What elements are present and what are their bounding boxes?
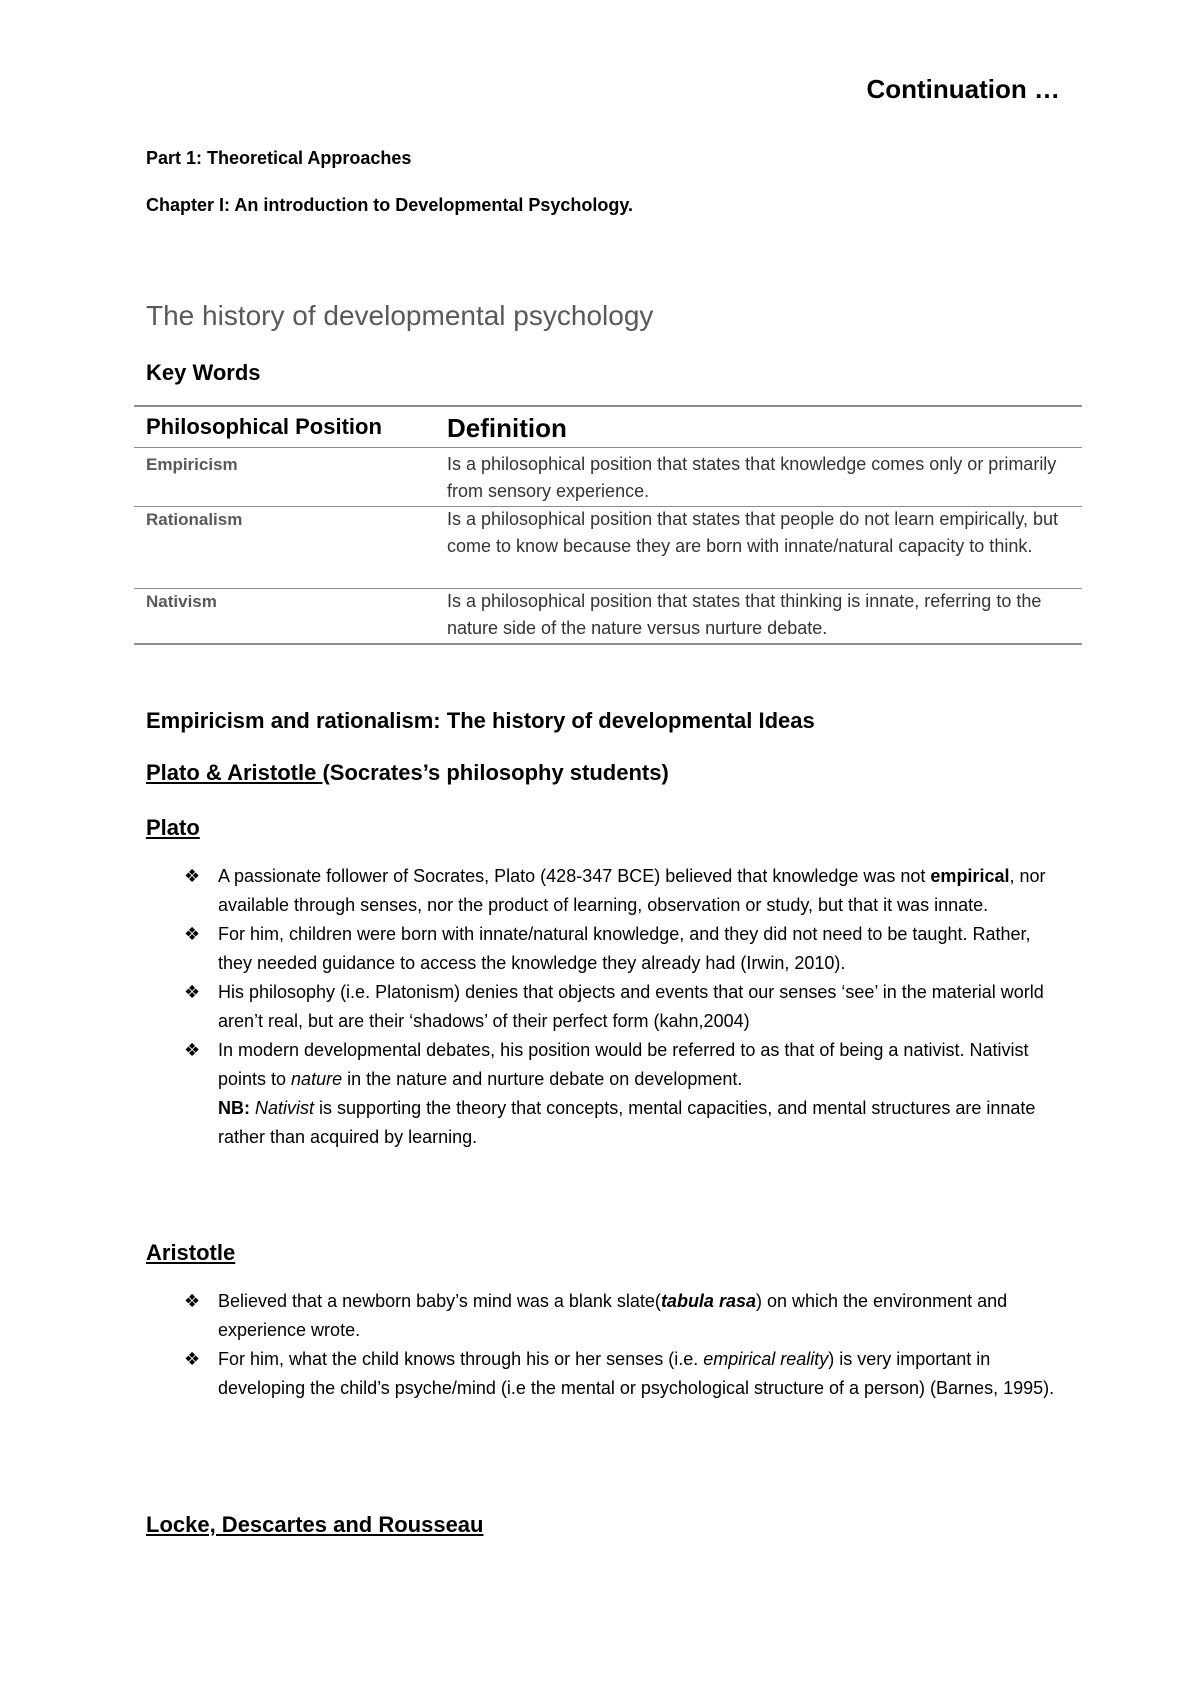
bullet-text: For him, children were born with innate/natural knowledge, and they did not need to be taught. Rather, they needed guidance to access the knowledge they already had (Irwin, 2010). xyxy=(218,924,1031,973)
section-heading: Empiricism and rationalism: The history of developmental Ideas xyxy=(146,708,815,733)
diamond-bullet-icon: ❖ xyxy=(184,982,201,1002)
list-item xyxy=(146,1036,1066,1152)
bullet-text: in the nature and nurture debate on development. xyxy=(342,1069,743,1089)
plato-heading-text: Plato xyxy=(146,815,200,840)
table-row-definition: Is a philosophical position that states that thinking is innate, referring to the nature side of the nature versus nurture debate. xyxy=(447,591,1042,638)
next-section-heading xyxy=(146,1512,483,1538)
table-top-rule xyxy=(134,405,1082,407)
key-words-heading: Key Words xyxy=(146,360,261,385)
plato-heading xyxy=(146,815,200,841)
bullet-text: , nor available through senses, nor the product of learning, observation or study, but that it was innate. xyxy=(218,866,1046,915)
continuation-label: Continuation … xyxy=(866,74,1060,104)
aristotle-heading-text: Aristotle xyxy=(146,1240,236,1265)
table-row-term: Rationalism xyxy=(146,510,243,529)
bullet-bold: empirical xyxy=(930,866,1010,886)
diamond-bullet-icon: ❖ xyxy=(184,866,201,886)
bullet-italic: Nativist xyxy=(255,1098,315,1118)
table-row-definition: Is a philosophical position that states that people do not learn empirically, but come to know because they are born with innate/natural capacity to think. xyxy=(447,509,1059,556)
part-title: Part 1: Theoretical Approaches xyxy=(146,148,412,168)
bullet-text: A passionate follower of Socrates, Plato (428-347 BCE) believed that knowledge was not xyxy=(218,866,931,886)
bullet-text: Believed that a newborn baby’s mind was a blank slate( xyxy=(218,1291,661,1311)
diamond-bullet-icon: ❖ xyxy=(184,1291,201,1311)
bullet-italic: nature xyxy=(291,1069,343,1089)
aristotle-bullet-list xyxy=(146,1287,1066,1403)
aristotle-heading xyxy=(146,1240,235,1266)
bullet-text: For him, what the child knows through his or her senses (i.e. xyxy=(218,1349,704,1369)
table-row-term: Nativism xyxy=(146,592,217,611)
chapter-title: Chapter I: An introduction to Developmental Psychology. xyxy=(146,195,634,215)
bullet-text: ) is very important in developing the child’s psyche/mind (i.e the mental or psychological structure of a person) (Barnes, 1995). xyxy=(218,1349,1055,1398)
bullet-text: In modern developmental debates, his position would be referred to as that of being a nativist. Nativist points to xyxy=(218,1040,1029,1089)
table-header-rule xyxy=(134,447,1082,448)
list-item xyxy=(146,978,1066,1036)
bullet-text: His philosophy (i.e. Platonism) denies that objects and events that our senses ‘see’ in the material world aren’t real, but are their ‘shadows’ of their perfect form (kahn,2004) xyxy=(218,982,1044,1031)
next-section-heading-text: Locke, Descartes and Rousseau xyxy=(146,1512,484,1537)
diamond-bullet-icon: ❖ xyxy=(184,1349,201,1369)
page-title: The history of developmental psychology xyxy=(146,300,654,331)
bullet-text: is supporting the theory that concepts, mental capacities, and mental structures are innate rather than acquired by learning. xyxy=(218,1098,1036,1147)
plato-aristotle-heading xyxy=(146,760,669,786)
plato-bullet-list xyxy=(146,862,1066,1152)
plato-aristotle-underlined: Plato & Aristotle xyxy=(146,760,323,785)
bullet-text: ) on which the environment and experience wrote. xyxy=(218,1291,1008,1340)
nb-label: NB: xyxy=(218,1098,250,1118)
diamond-bullet-icon: ❖ xyxy=(184,924,201,944)
table-row-definition: Is a philosophical position that states that knowledge comes only or primarily from sensory experience. xyxy=(447,454,1057,501)
list-item xyxy=(146,920,1066,978)
bullet-bold-italic: tabula rasa xyxy=(660,1291,756,1311)
table-bottom-rule xyxy=(134,643,1082,645)
plato-aristotle-note: (Socrates’s philosophy students) xyxy=(322,760,669,785)
table-header-position: Philosophical Position xyxy=(146,414,382,439)
bullet-italic: empirical reality xyxy=(703,1349,829,1369)
table-row-term: Empiricism xyxy=(146,455,238,474)
key-words-table xyxy=(134,405,1082,645)
diamond-bullet-icon: ❖ xyxy=(184,1040,201,1060)
table-header-definition: Definition xyxy=(447,413,567,443)
list-item xyxy=(146,862,1066,920)
list-item xyxy=(146,1345,1066,1403)
list-item xyxy=(146,1287,1066,1345)
